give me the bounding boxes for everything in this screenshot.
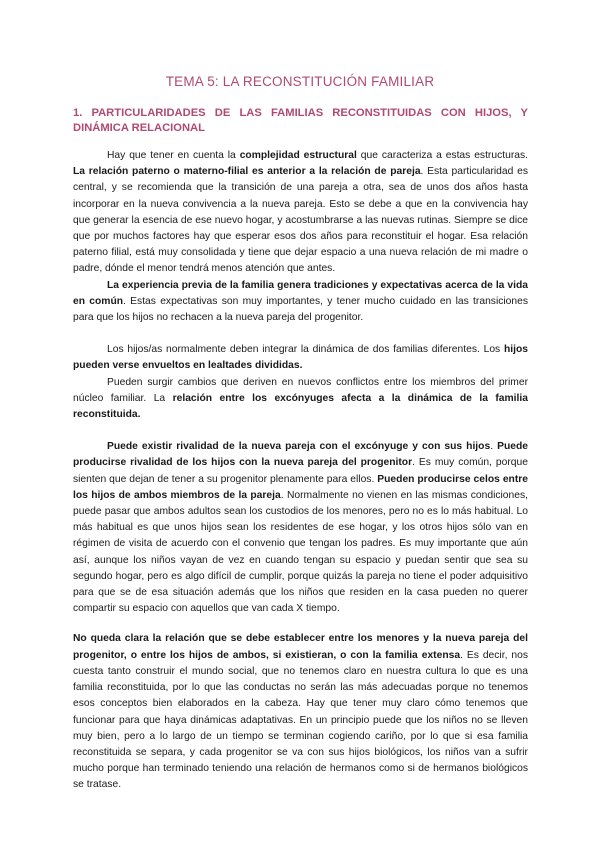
bold-run: No queda clara la relación que se debe establecer entre los menores y la nueva pareja del progenitor, o entre los hijos de ambos, si existieran, o con la familia extensa — [73, 633, 528, 661]
bold-run: Puede existir rivalidad de la nueva pareja con el excónyuge y con sus hijos — [107, 441, 491, 453]
bold-run: Pueden producirse celos entre los hijos de ambos miembros de la pareja — [73, 473, 528, 501]
bold-run: La relación paterno o materno-filial es anterior a la relación de pareja — [73, 166, 421, 178]
bold-run: relación entre los excónyuges afecta a la dinámica de la familia reconstituida. — [73, 392, 528, 421]
paragraph-rivalidad — [73, 439, 528, 617]
paragraph-complejidad — [73, 148, 528, 278]
paragraph-lealtades — [73, 342, 528, 374]
text-run: . Es muy común, porque sienten que dejan de tener a su progenitor plenamente para ellos. — [73, 457, 528, 485]
bold-run: La experiencia previa de la familia genera tradiciones y expectativas acerca de la vida en común — [73, 279, 528, 307]
text-run: . — [490, 441, 498, 453]
text-run: . Es decir, nos cuesta tanto construir el mundo social, que no tenemos claro en nuestra cultura lo que es una familia reconstituida, por lo que las conductas no serán las más adecuadas porque no tenemos esos conceptos bien elaborados en la cabeza. Hay que tener muy claro cómo tenemos que funcionar para que haya dinámicas adaptativas. En un principio puede que los niños no se lleven muy bien, pero a lo largo de un tiempo se terminan cogiendo cariño, por lo que si esa familia reconstituida se separa, y cada progenitor se va con sus hijos biológicos, los niños van a sufrir mucho porque han terminado teniendo una relación de hermanos como si de hermanos biológicos se tratase. — [73, 649, 528, 791]
text-run: que caracteriza a estas estructuras. — [356, 150, 528, 161]
text-run: Pueden surgir cambios que deriven en nuevos conflictos entre los miembros del primer núcleo familiar. La — [73, 376, 528, 404]
paragraph-relacion-menores — [73, 631, 528, 793]
document-body — [73, 148, 528, 794]
paragraph-excónyuges — [73, 375, 528, 424]
bold-run: complejidad estructural — [239, 150, 357, 161]
section-heading: 1. PARTICULARIDADES DE LAS FAMILIAS RECONSTITUIDAS CON HIJOS, Y DINÁMICA RELACIONAL — [73, 107, 528, 134]
text-run: Hay que tener en cuenta la — [107, 150, 240, 161]
paragraph-experiencia — [73, 278, 528, 327]
bold-run: Puede producirse rivalidad de los hijos con la nueva pareja del progenitor — [73, 441, 529, 469]
text-run: . Esta particularidad es central, y se recomienda que la transición de una pareja a otra, sea de unos dos años hasta incorporar en la nueva convivencia a la nueva pareja. Esto se debe a que en la convivencia hay que generar la esencia de ese nuevo hogar, y acostumbrarse a las nuevas rutinas. Siempre se dice que por muchos factores hay que esperar esos dos años para reconstituir el hogar. Esa relación paterno filial, está muy consolidada y tiene que dejar espacio a una nueva relación de mi madre o padre, dónde el menor tendrá menos atención que antes. — [73, 166, 528, 275]
text-run: Los hijos/as normalmente deben integrar la dinámica de dos familias diferentes. Los — [107, 344, 504, 356]
text-run: . Estas expectativas son muy importantes, y tener mucho cuidado en las transiciones para que los hijos no rechacen a la nueva pareja del progenitor. — [73, 295, 528, 324]
text-run: . Normalmente no vienen en las mismas condiciones, puede pasar que ambos adultos sean los custodios de los menores, pero no es lo más habitual. Lo más habitual es que unos hijos sean los residentes de ese hogar, y los otros hijos sólo van en régimen de visita de acuerdo con el convenio que tengan los padres. Es muy importante que aún así, aunque los niños vayan de vez en cuando tengan su espacio y puedan sentir que sea su segundo hogar, pero es algo difícil de cumplir, porque quizás la pareja no tiene el poder adquisitivo para que se de esa situación además que los niños que residen en la casa pueden no querer compartir su espacio con aquellos que van cada X tiempo. — [73, 489, 528, 615]
document-title: TEMA 5: LA RECONSTITUCIÓN FAMILIAR — [165, 74, 435, 89]
bold-run: hijos pueden verse envueltos en lealtades divididas. — [73, 344, 528, 372]
